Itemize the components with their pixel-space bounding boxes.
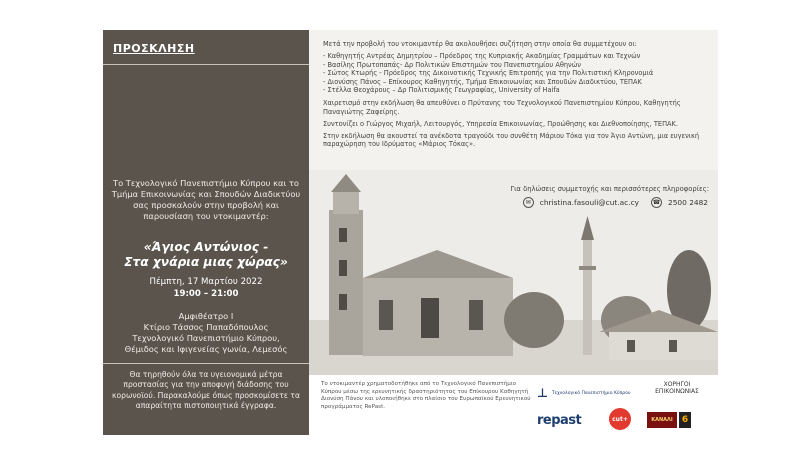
phone-icon: ☎ bbox=[651, 197, 662, 208]
kanali-logo: ΚΑΝΑΛΙ bbox=[647, 412, 677, 428]
university-logo-icon: ⊥ bbox=[537, 386, 548, 400]
venue-line: Αμφιθέατρο Ι bbox=[178, 311, 234, 321]
list-item: - Βασίλης Πρωτοπαπάς- Δρ Πολιτικών Επιστημών του Πανεπιστημίου Αθηνών bbox=[323, 60, 581, 69]
invitation-label: ΠΡΟΣΚΛΗΣΗ bbox=[113, 42, 195, 55]
event-details bbox=[323, 40, 713, 153]
details-panel bbox=[309, 30, 718, 435]
funding-note: Το ντοκιμαντέρ χρηματοδοτήθηκε από το Τεχνολογικό Πανεπιστήμιο Κύπρου μέσω της ερευνητικής δραστηριότητας του Επίκουρου Καθηγητή Διονύση Πάνου και υλοποιήθηκε στο πλαίσιο του Ευρωπαϊκού Ερευνητικού προγράμματος RePast. bbox=[321, 381, 531, 410]
event-date: Πέμπτη, 17 Μαρτίου 2022 bbox=[149, 277, 263, 287]
list-item: - Καθηγητής Αντρέας Δημητρίου – Πρόεδρος της Κυπριακής Ακαδημίας Γραμμάτων και Τεχνών bbox=[323, 52, 641, 61]
venue-line: Τεχνολογικό Πανεπιστήμιο Κύπρου, bbox=[132, 333, 280, 343]
songs-text: Στην εκδήλωση θα ακουστεί τα ανέκδοτα τραγούδι του συνθέτη Μάριου Τόκα για τον Άγιο Αντώνη, μια ευγενική παραχώρηση του Ιδρύματος «Μάριος Τόκας». bbox=[323, 131, 700, 149]
contact-heading: Για δηλώσεις συμμετοχής και περισσότερες πληροφορίες: bbox=[510, 185, 709, 193]
email-link[interactable]: christina.fasouli@cut.ac.cy bbox=[539, 198, 640, 207]
divider bbox=[103, 363, 309, 364]
venue-line: Θέμιδος και Ιφιγενείας γωνία, Λεμεσός bbox=[124, 344, 288, 354]
invitation-panel bbox=[103, 30, 309, 435]
list-item: - Σώτος Κτωρής - Πρόεδρος της Δικοινοτικής Τεχνικής Επιτροπής για την Πολιτιστική Κληρονομιά bbox=[323, 69, 654, 78]
sponsors-heading: ΧΟΡΗΓΟΙ ΕΠΙΚΟΙΝΩΝΙΑΣ bbox=[655, 381, 699, 395]
participants-list bbox=[323, 52, 713, 95]
event-datetime bbox=[111, 277, 301, 300]
footer bbox=[309, 375, 718, 435]
coordinator-text: Συντονίζει ο Γιώργος Μιχαήλ, Λειτουργός, Υπηρεσία Επικοινωνίας, Προώθησης και Διεθνοποίησης, ΤΕΠΑΚ. bbox=[323, 119, 678, 128]
repast-logo: repast bbox=[537, 413, 582, 428]
university-logo bbox=[537, 387, 630, 400]
kanali-number-logo: 6 bbox=[679, 412, 691, 428]
cut-logo: cut+ bbox=[609, 408, 631, 430]
title-line-2: Στα χνάρια μιας χώρας» bbox=[124, 255, 288, 269]
divider bbox=[103, 64, 309, 65]
invitation-card bbox=[103, 30, 718, 435]
list-item: - Διονύσης Πάνος – Επίκουρος Καθηγητής, Τμήμα Επικοινωνίας και Σπουδών Διαδικτύου, ΤΕΠΑΚ bbox=[323, 77, 642, 86]
event-time: 19:00 – 21:00 bbox=[173, 288, 239, 299]
invitation-intro: Το Τεχνολογικό Πανεπιστήμιο Κύπρου και το Τμήμα Επικοινωνίας και Σπουδών Διαδικτύου σας προσκαλούν στην προβολή και παρουσίαση του ντοκιμαντέρ: bbox=[111, 178, 301, 221]
venue-line: Κτίριο Τάσσος Παπαδόπουλος bbox=[143, 322, 269, 332]
discussion-intro: Μετά την προβολή του ντοκιμαντέρ θα ακολουθήσει συζήτηση στην οποία θα συμμετέχουν οι: bbox=[323, 40, 637, 48]
title-line-1: «Άγιος Αντώνιος - bbox=[143, 240, 269, 254]
list-item: - Στέλλα Θεοχάρους – Δρ Πολιτισμικής Γεωγραφίας, University of Haifa bbox=[323, 86, 560, 95]
email-icon: ✉ bbox=[523, 197, 534, 208]
university-logo-text: Τεχνολογικό Πανεπιστήμιο Κύπρου bbox=[552, 391, 631, 396]
greeting-text: Χαιρετισμό στην εκδήλωση θα απευθύνει ο Πρύτανης του Τεχνολογικού Πανεπιστημίου Κύπρου, Καθηγητής Παναγιώτης Ζαφείρης. bbox=[323, 99, 681, 116]
contact-info bbox=[523, 197, 708, 208]
documentary-title bbox=[111, 240, 301, 270]
health-note: Θα τηρηθούν όλα τα υγειονομικά μέτρα προστασίας για την αποφυγή διάδοσης του κορωνοϊού. Παρακαλούμε όπως προσκομίσετε τα απαραίτητα πιστοποιητικά έγγραφα. bbox=[112, 370, 300, 410]
phone-number[interactable]: 2500 2482 bbox=[668, 198, 708, 207]
event-venue bbox=[111, 311, 301, 355]
